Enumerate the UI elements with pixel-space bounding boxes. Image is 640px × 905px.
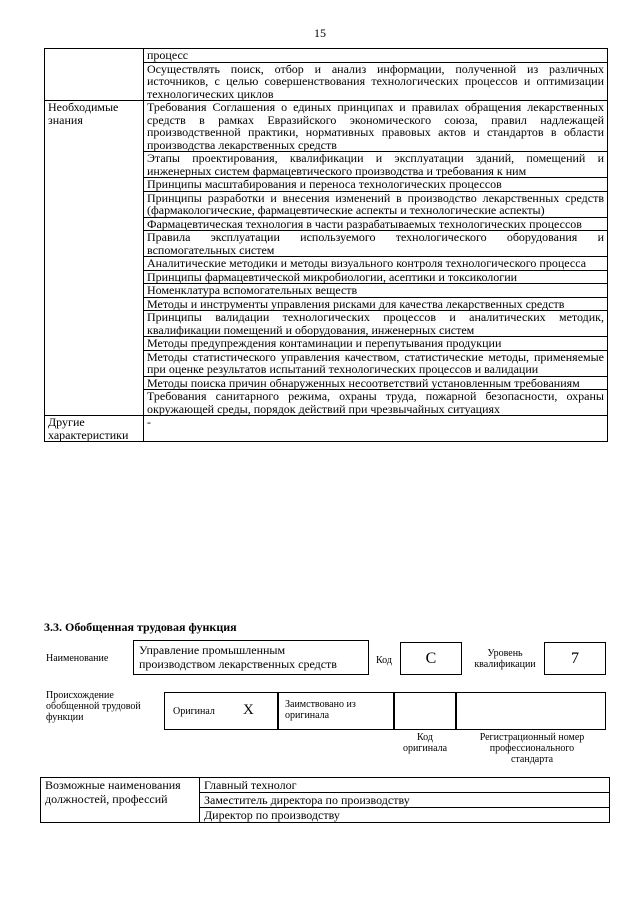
original-mark: X xyxy=(243,702,254,718)
row-content: - xyxy=(144,416,608,442)
positions-list xyxy=(200,778,609,822)
row-content: процесс xyxy=(144,49,608,63)
row-content: Принципы фармацевтической микробиологии, асептики и токсикологии xyxy=(144,270,608,284)
row-label: Необходимые знания xyxy=(45,101,144,416)
level-label: Уровень квалификации xyxy=(474,648,536,670)
code-label: Код xyxy=(376,655,392,666)
original-box xyxy=(164,692,278,730)
level-value: 7 xyxy=(544,642,606,675)
name-label: Наименование xyxy=(46,653,109,664)
row-content: Правила эксплуатации используемого технологического оборудования и вспомогательных систем xyxy=(144,231,608,257)
origin-label: Происхождение обобщенной трудовой функции xyxy=(46,690,141,723)
row-content: Методы поиска причин обнаруженных несоответствий установленным требованиям xyxy=(144,376,608,390)
table-row xyxy=(45,101,608,152)
positions-label: Возможные наименования должностей, профессий xyxy=(41,778,200,823)
row-content: Методы статистического управления качеством, статистические методы, применяемые при оценке результатов испытаний технологических процессов и валидации xyxy=(144,350,608,376)
list-item: Заместитель директора по производству xyxy=(200,793,609,808)
row-content: Осуществлять поиск, отбор и анализ информации, полученной из различных источников, с целью совершенствования технологических процессов и оптимизации технологических циклов xyxy=(144,62,608,101)
list-item: Директор по производству xyxy=(204,808,340,822)
original-label: Оригинал xyxy=(173,706,215,717)
page-number: 15 xyxy=(314,26,326,40)
code-value: C xyxy=(400,642,462,675)
table-row xyxy=(45,49,608,63)
list-item: Главный технолог xyxy=(200,778,609,793)
row-content: Номенклатура вспомогательных веществ xyxy=(144,284,608,298)
row-content: Требования санитарного режима, охраны труда, пожарной безопасности, охраны окружающей среды, порядок действий при чрезвычайных ситуациях xyxy=(144,390,608,416)
borrowed-box xyxy=(278,692,394,730)
row-content: Принципы разработки и внесения изменений в производство лекарственных средств (фармакологические, фармацевтические аспекты и технологические аспекты) xyxy=(144,191,608,217)
row-label xyxy=(45,49,144,101)
row-label: Другие характеристики xyxy=(45,416,144,442)
reg-number-box xyxy=(456,692,606,730)
positions-cell xyxy=(200,778,610,823)
row-content: Этапы проектирования, квалификации и эксплуатации зданий, помещений и инженерных систем фармацевтического производства и требования к ним xyxy=(144,152,608,178)
row-content: Принципы масштабирования и переноса технологических процессов xyxy=(144,178,608,192)
name-value-box xyxy=(133,640,369,675)
reg-number-label: Регистрационный номер профессионального стандарта xyxy=(479,732,585,765)
code-original-box xyxy=(394,692,456,730)
row-content: Фармацевтическая технология в части разрабатываемых технологических процессов xyxy=(144,217,608,231)
row-content: Принципы валидации технологических процессов и аналитических методик, квалификации помещений и оборудования, инженерных систем xyxy=(144,311,608,337)
row-content: Требования Соглашения о единых принципах и правилах обращения лекарственных средств в рамках Евразийского экономического союза, правил надлежащей производственной практики, нормативных правовых актов и стандартов в области производства лекарственных средств xyxy=(144,101,608,152)
borrowed-label: Заимствовано из оригинала xyxy=(285,699,356,721)
table-row xyxy=(45,416,608,442)
row-content: Аналитические методики и методы визуального контроля технологического процесса xyxy=(144,257,608,271)
section-title: 3.3. Обобщенная трудовая функция xyxy=(44,620,237,634)
name-value: Управление промышленным производством лекарственных средств xyxy=(139,643,337,671)
row-content: Методы и инструменты управления рисками для качества лекарственных средств xyxy=(144,297,608,311)
positions-table xyxy=(40,777,610,823)
requirements-table xyxy=(44,48,608,442)
code-original-label: Код оригинала xyxy=(402,732,448,754)
row-content: Методы предупреждения контаминации и перепутывания продукции xyxy=(144,337,608,351)
